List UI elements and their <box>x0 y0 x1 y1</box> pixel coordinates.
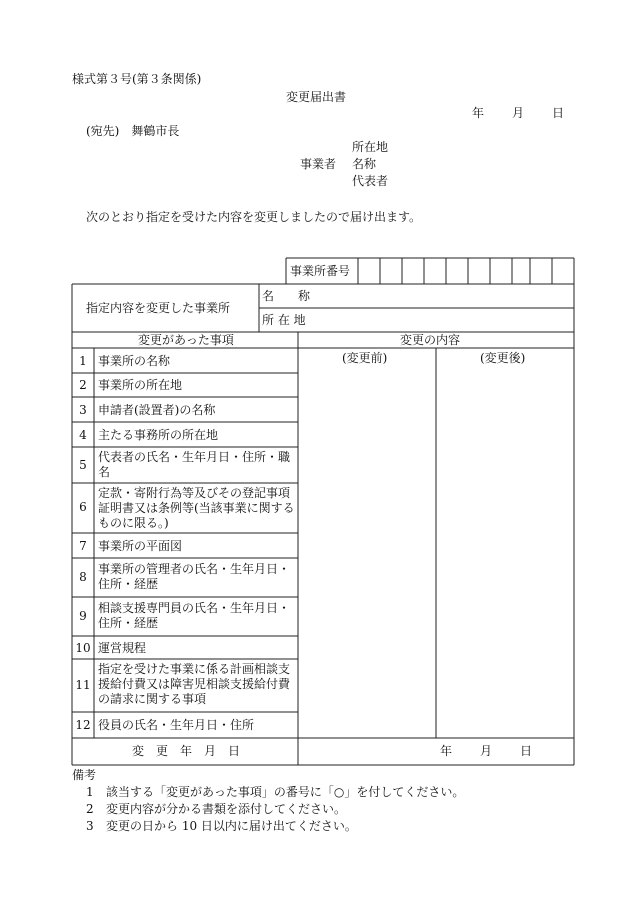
item-label: 相談支援専門員の氏名・生年月日・住所・経歴 <box>98 601 291 630</box>
item-label: 事業所の名称 <box>98 354 171 368</box>
applicant-label: 事業者 <box>300 157 337 171</box>
item-label: 申請者(設置者)の名称 <box>98 403 216 417</box>
office-label: 指定内容を変更した事業所 <box>86 301 231 315</box>
notes-heading: 備考 <box>72 768 97 782</box>
item-label: 定款・寄附行為等及びその登記事項証明書又は条例等(当該事業に関するものに限る。) <box>98 486 295 530</box>
change-date-label: 変 更 年 月 日 <box>132 744 241 758</box>
item-number: 5 <box>79 458 87 472</box>
item-number: 10 <box>75 641 91 655</box>
item-label: 主たる事務所の所在地 <box>98 428 219 442</box>
date-month-label: 月 <box>512 106 525 120</box>
note-text: 変更内容が分かる書類を添付してください。 <box>106 802 347 816</box>
item-label: 代表者の氏名・生年月日・住所・職名 <box>98 450 291 479</box>
item-number: 3 <box>79 403 87 417</box>
change-date-day: 日 <box>520 744 533 758</box>
item-label: 事業所の管理者の氏名・生年月日・住所・経歴 <box>98 562 291 591</box>
item-label: 役員の氏名・生年月日・住所 <box>98 718 255 732</box>
after-label: (変更後) <box>480 351 526 365</box>
item-label: 事業所の所在地 <box>98 378 183 392</box>
intro-text: 次のとおり指定を受けた内容を変更しましたので届け出ます。 <box>86 210 422 224</box>
item-number: 1 <box>79 354 87 368</box>
item-number: 11 <box>75 678 91 692</box>
item-number: 4 <box>79 428 87 442</box>
note-text: 変更の日から 10 日以内に届け出てください。 <box>106 819 357 833</box>
note-number: 1 <box>86 785 94 799</box>
item-number: 6 <box>79 500 87 514</box>
office-address-label: 所 在 地 <box>262 313 306 327</box>
item-label: 事業所の平面図 <box>98 539 183 553</box>
note-number: 3 <box>86 819 94 833</box>
item-number: 9 <box>79 609 87 623</box>
before-label: (変更前) <box>342 351 388 365</box>
date-year-label: 年 <box>472 106 485 120</box>
note-number: 2 <box>86 802 94 816</box>
note-text: 該当する「変更があった事項」の番号に「○」を付してください。 <box>106 785 465 799</box>
item-number: 7 <box>79 539 87 553</box>
item-number: 12 <box>75 718 91 732</box>
applicant-representative-label: 代表者 <box>352 174 389 188</box>
change-date-year: 年 <box>440 744 453 758</box>
content-header: 変更の内容 <box>400 333 461 347</box>
item-label: 指定を受けた事業に係る計画相談支援給付費又は障害児相談支援給付費の請求に関する事項 <box>98 662 291 706</box>
form-title: 変更届出書 <box>286 90 347 104</box>
form-style-number: 様式第３号(第３条関係) <box>72 72 202 86</box>
office-name-label: 名 称 <box>262 289 311 303</box>
office-number-label: 事業所番号 <box>290 264 351 278</box>
item-number: 2 <box>79 378 87 392</box>
items-header: 変更があった事項 <box>138 333 234 347</box>
item-number: 8 <box>79 570 87 584</box>
change-date-month: 月 <box>480 744 493 758</box>
item-label: 運営規程 <box>98 641 147 655</box>
addressee: (宛先) 舞鶴市長 <box>86 124 180 138</box>
applicant-location-label: 所在地 <box>352 140 389 154</box>
applicant-name-label: 名称 <box>352 157 377 171</box>
date-day-label: 日 <box>552 106 565 120</box>
